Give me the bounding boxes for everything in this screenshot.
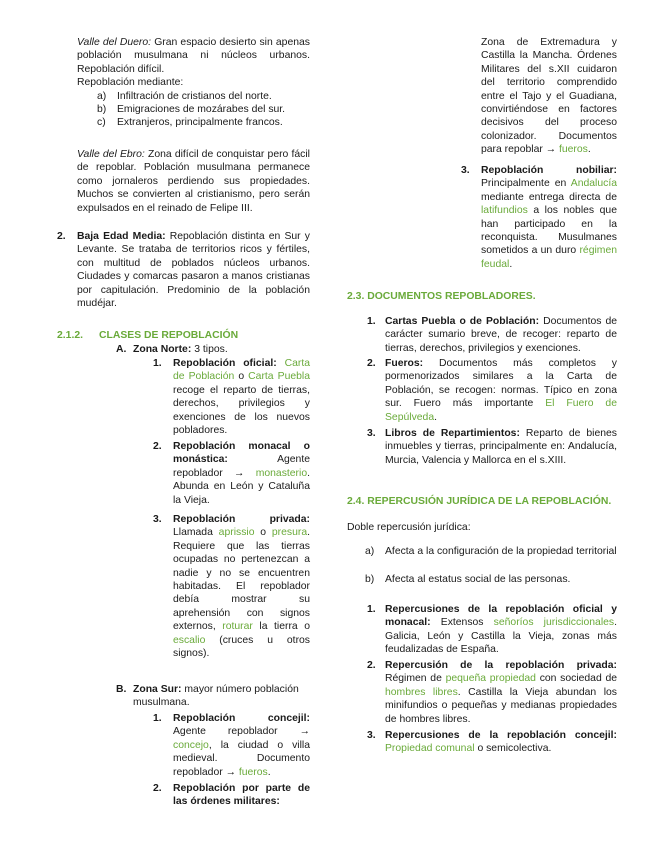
list-item: a) Infiltración de cristianos del norte. <box>97 90 272 102</box>
norte-item-monacal: 2. Repoblación monacal o monástica: Agente repoblador → monasterio. Abunda en León y Cataluña la Vieja. <box>153 441 310 506</box>
list-item: a) Afecta a la configuración de la propiedad territorial <box>365 546 617 557</box>
clases-heading: 2.1.2. CLASES DE REPOBLACIÓN <box>57 330 239 341</box>
sur-item-concejil: 1. Repoblación concejil: Agente repoblador → concejo, la ciudad o villa medieval. Documento repoblador → fueros. <box>153 713 310 778</box>
duero-title: Valle del Duero: <box>77 37 152 48</box>
docs-heading: 2.3. DOCUMENTOS REPOBLADORES. <box>347 291 536 302</box>
ebro-title: Valle del Ebro: <box>77 149 145 160</box>
baja-edad-media: 2. Baja Edad Media: Repoblación distinta en Sur y Levante. Se trataba de territorios ricos y fértiles, con multitud de poblados núcleos urbanos. Ciudades y comarcas pasaron a manos cristianas por capitulación. Predominio de la población mudéjar. <box>57 231 310 310</box>
doc-item-libros: 3. Libros de Repartimientos: Reparto de bienes inmuebles y tierras, principalmente en: Andalucía, Murcia, Valencia y Mallorca en el s.XIII. <box>367 428 617 466</box>
rep-item-privada: 2. Repercusión de la repoblación privada: Régimen de pequeña propiedad con sociedad de hombres libres. Castilla la Vieja abundan los minifundios o pequeñas y medianas propiedades de hombres libres. <box>367 660 618 725</box>
ebro-section <box>77 148 310 215</box>
norte-item-privada: 3. Repoblación privada: Llamada aprissio o presura. Requiere que las tierras ocupadas no pertenezcan a nadie y no se encuentren habitadas. El repoblador debía mostrar su aprehensión con signos externos, roturar la tierra o escalio (cruces u otros signos). <box>153 514 311 660</box>
ordenes-continuation: Zona de Extremadura y Castilla la Mancha. Órdenes Militares del s.XII cuidaron del territorio comprendido entre el Tajo y el Guadiana, convirtiéndose en factores decisivos del proceso colonizador. Documentos para repoblar → fueros. <box>481 37 617 156</box>
sur-item-ordenes: 2. Repoblación por parte de las órdenes militares: <box>153 783 310 808</box>
list-item: c) Extranjeros, principalmente francos. <box>97 117 283 129</box>
doc-item-cartas: 1. Cartas Puebla o de Población: Documentos de carácter sumario breve, de recoger: reparto de tierras, derechos, privilegios y exenciones. <box>367 316 618 354</box>
list-item: b) Afecta al estatus social de las personas. <box>365 574 571 585</box>
duero-section <box>77 36 310 130</box>
duero-list <box>77 90 310 130</box>
repercusion-heading: 2.4. REPERCUSIÓN JURÍDICA DE LA REPOBLACIÓN. <box>347 496 612 507</box>
doc-item-fueros: 2. Fueros: Documentos más completos y pormenorizados similares a la Carta de Población, se recogen: normas. Típico en zona sur. Fuero más importante El Fuero de Sepúlveda. <box>367 358 617 423</box>
doble-repercusion: Doble repercusión jurídica: <box>347 522 471 533</box>
duero-mediante: Repoblación mediante: <box>77 77 184 89</box>
duero-paragraph: Valle del Duero: Gran espacio desierto sin apenas población musulmana ni núcleos urbanos. Repoblación difícil. <box>77 37 310 75</box>
zona-sur: B. Zona Sur: mayor número población musulmana. <box>116 684 299 709</box>
norte-item-oficial: 1. Repoblación oficial: Carta de Población o Carta Puebla recoge el reparto de tierras, derechos, privilegios y exenciones de los nuevos pobladores. <box>153 358 310 437</box>
rep-item-concejil: 3. Repercusiones de la repoblación concejil: Propiedad comunal o semicolectiva. <box>367 730 617 755</box>
list-item: b) Emigraciones de mozárabes del sur. <box>97 104 286 116</box>
ebro-paragraph: Valle del Ebro: Zona difícil de conquistar pero fácil de repoblar. Población musulmana permanece como jornaleros perdiendo sus propiedades. Muchos se convierten al cristianismo, pero serán expulsados en el reinado de Felipe III. <box>77 149 310 214</box>
rep-item-oficial: 1. Repercusiones de la repoblación oficial y monacal: Extensos señoríos jurisdiccionales. Galicia, León y Castilla la Vieja, zonas más feudalizadas de España. <box>367 604 617 656</box>
nobiliar-item: 3. Repoblación nobiliar: Principalmente en Andalucía mediante entrega directa de latifundios a los nobles que han participado en la reconquista. Musulmanes sometidos a un duro régimen feudal. <box>461 165 618 270</box>
